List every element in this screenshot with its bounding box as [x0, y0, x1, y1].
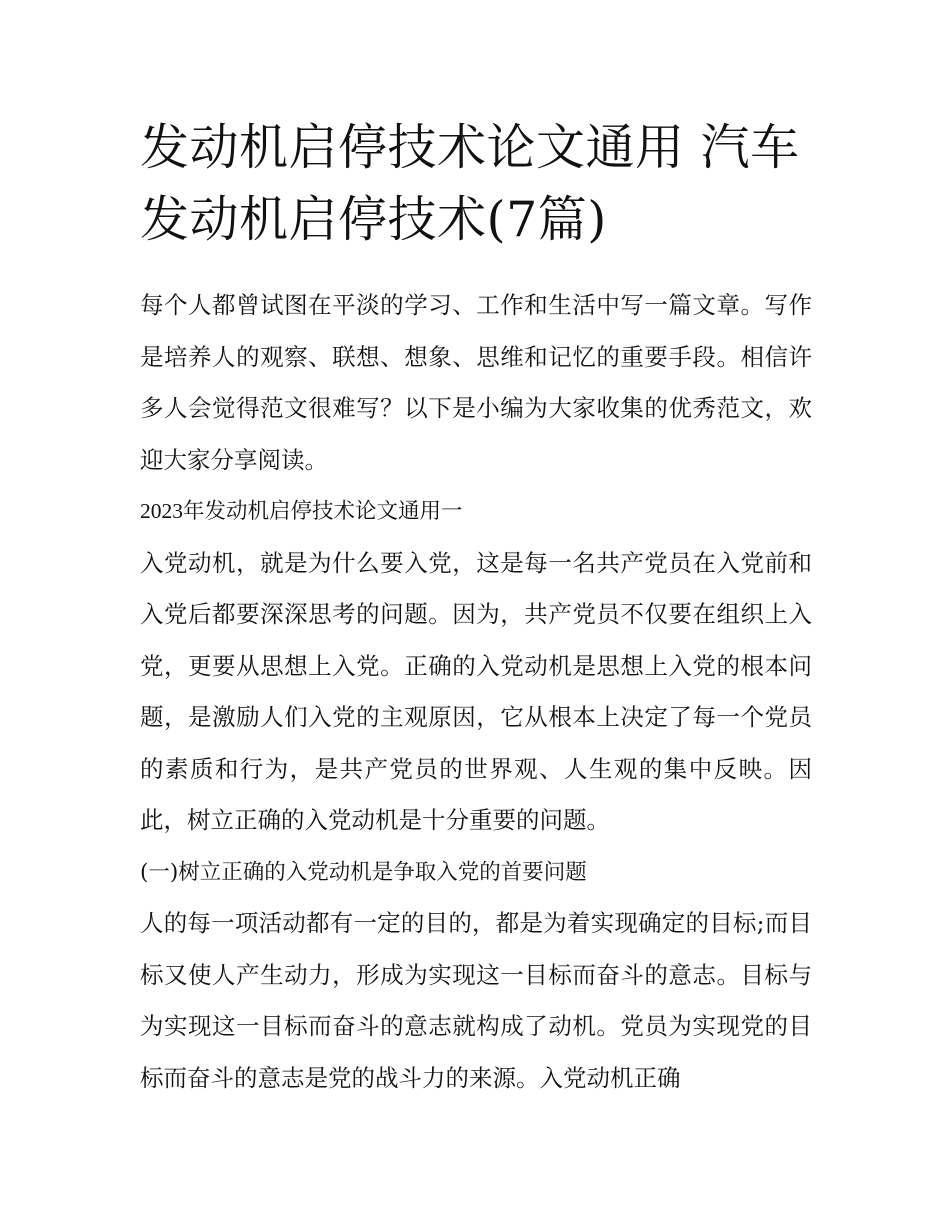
body-paragraph: 人的每一项活动都有一定的目的，都是为着实现确定的目标;而目标又使人产生动力，形成为实现这一目标而奋斗的意志。目标与为实现这一目标而奋斗的意志就构成了动机。党员为实现党的目标而奋斗的意志是党的战斗力的来源。入党动机正确: [140, 909, 812, 1092]
document-title: 发动机启停技术论文通用 汽车发动机启停技术(7篇): [140, 119, 800, 248]
document-body: [140, 280, 812, 1104]
body-paragraph: 入党动机，就是为什么要入党，这是每一名共产党员在入党前和入党后都要深深思考的问题。因为，共产党员不仅要在组织上入党，更要从思想上入党。正确的入党动机是思想上入党的根本问题，是激励人们入党的主观原因，它从根本上决定了每一个党员的素质和行为，是共产党员的世界观、人生观的集中反映。因此，树立正确的入党动机是十分重要的问题。: [140, 548, 812, 834]
subsection-heading: (一)树立正确的入党动机是争取入党的首要问题: [140, 859, 587, 885]
section-heading: 2023年发动机启停技术论文通用一: [140, 499, 463, 523]
intro-paragraph: 每个人都曾试图在平淡的学习、工作和生活中写一篇文章。写作是培养人的观察、联想、想象、思维和记忆的重要手段。相信许多人会觉得范文很难写？以下是小编为大家收集的优秀范文，欢迎大家分享阅读。: [140, 291, 812, 474]
